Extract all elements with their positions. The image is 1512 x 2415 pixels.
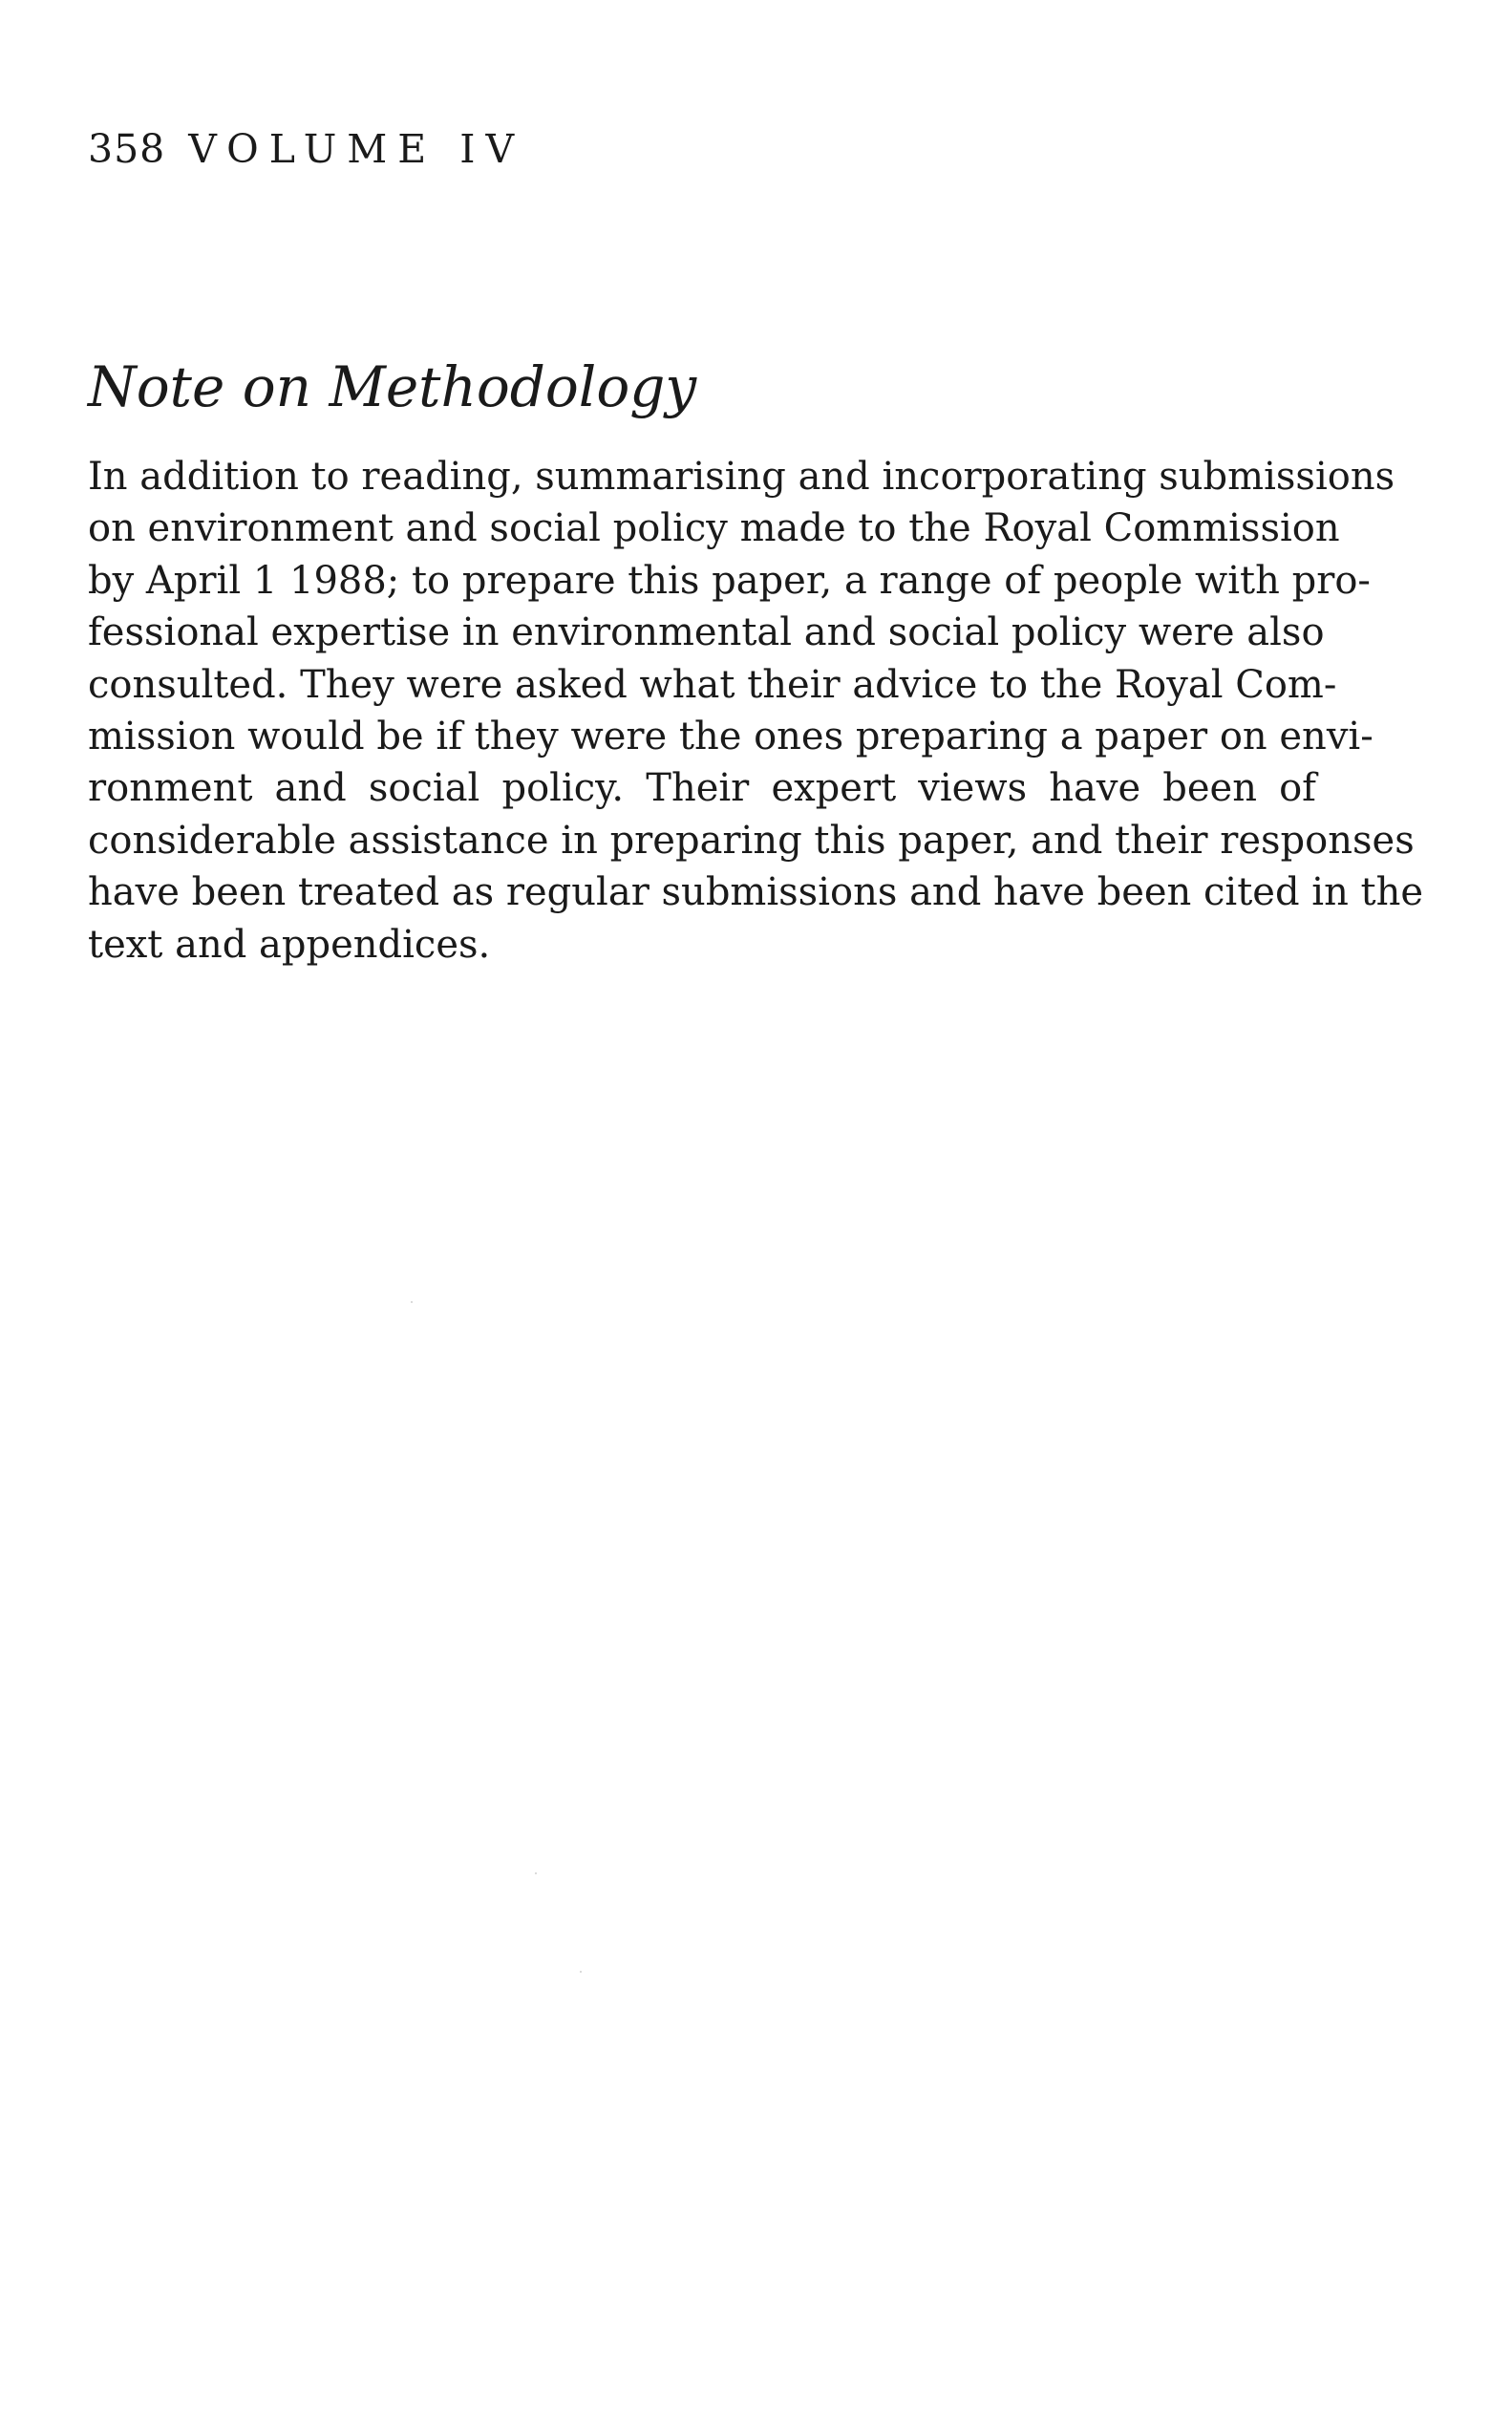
paragraph-line: In addition to reading, summarising and incorporating submissions	[88, 455, 1395, 499]
paragraph-line: considerable assistance in preparing this paper, and their responses	[88, 818, 1415, 863]
methodology-paragraph	[88, 451, 1424, 971]
paragraph-line: on environment and social policy made to the Royal Commission	[88, 506, 1340, 551]
scan-speck	[411, 1301, 413, 1303]
paragraph-line: text and appendices.	[88, 922, 491, 967]
page-number: 358	[88, 126, 166, 172]
section-title: Note on Methodology	[88, 354, 697, 419]
running-head	[88, 126, 525, 172]
paragraph-line: have been treated as regular submissions and have been cited in the	[88, 870, 1424, 915]
volume-label: VOLUME IV	[188, 126, 525, 172]
paragraph-line: ronment and social policy. Their expert views have been of	[88, 766, 1316, 811]
scan-speck	[580, 1971, 582, 1973]
scan-speck	[535, 1872, 537, 1874]
paragraph-line: mission would be if they were the ones preparing a paper on envi-	[88, 714, 1374, 759]
paragraph-line: by April 1 1988; to prepare this paper, a range of people with pro-	[88, 558, 1371, 603]
paragraph-line: consulted. They were asked what their advice to the Royal Com-	[88, 662, 1337, 707]
paragraph-line: fessional expertise in environmental and social policy were also	[88, 610, 1325, 655]
